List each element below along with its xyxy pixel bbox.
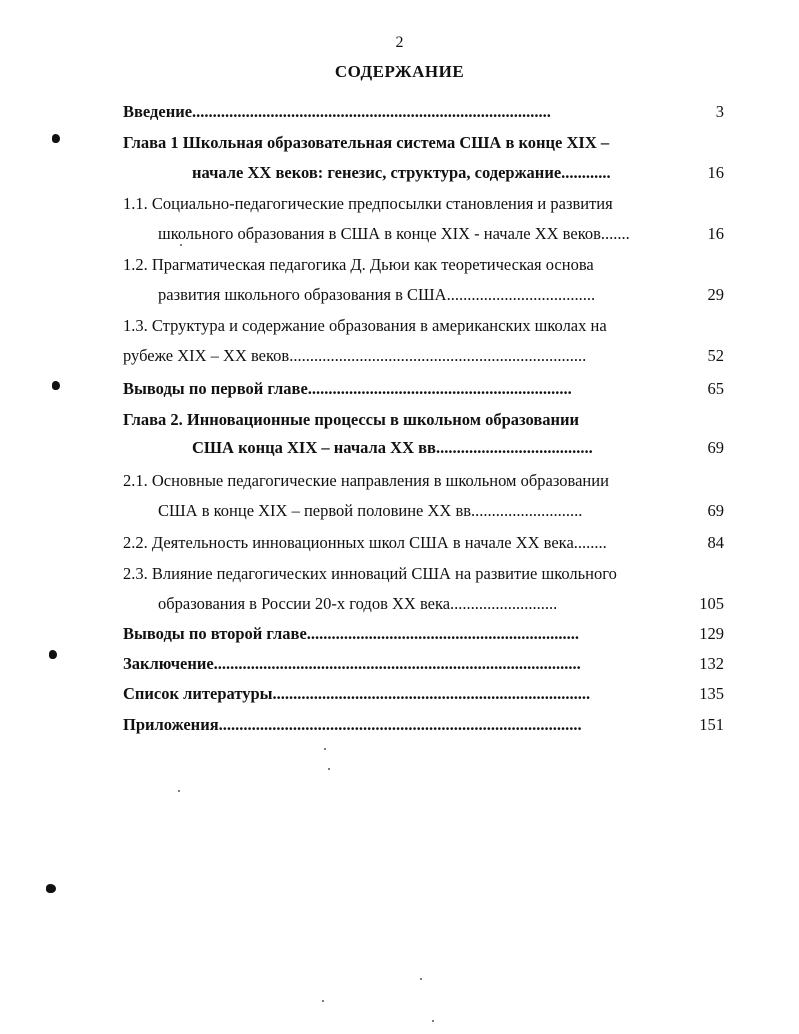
scan-speck xyxy=(180,244,182,246)
scan-speck xyxy=(324,748,326,750)
toc-entry-page: 129 xyxy=(699,624,724,643)
page-number: 2 xyxy=(395,34,404,51)
toc-entry-page: 151 xyxy=(699,715,724,734)
toc-entry-text: 2.2. Деятельность инновационных школ США в начале XX века........ xyxy=(123,533,607,552)
toc-entry-text: Введение....................................................................................... xyxy=(123,102,551,121)
toc-entry-text: Заключение......................................................................................... xyxy=(123,654,581,673)
toc-entry-text: 1.2. Прагматическая педагогика Д. Дьюи как теоретическая основа xyxy=(123,255,594,274)
toc-entry-text: Список литературы............................................................................. xyxy=(123,684,591,703)
toc-entry-text: Выводы по второй главе.................................................................. xyxy=(123,624,580,643)
binding-hole-mark xyxy=(49,650,57,659)
toc-entry-text-continuation: начале XX веков: генезис, структура, содержание............ xyxy=(192,163,611,182)
toc-entry-page: 105 xyxy=(699,594,724,613)
toc-entry-text: 2.3. Влияние педагогических инноваций США на развитие школьного xyxy=(123,564,617,583)
scan-speck xyxy=(328,768,330,770)
scan-speck xyxy=(178,790,180,792)
toc-entry-text-continuation: развития школьного образования в США.................................... xyxy=(158,285,596,304)
toc-entry-page: 84 xyxy=(707,533,724,552)
scan-speck xyxy=(322,1000,324,1002)
binding-hole-mark xyxy=(52,134,60,143)
scan-speck xyxy=(420,978,422,980)
toc-entry-page: 69 xyxy=(707,438,724,457)
toc-entry-page: 135 xyxy=(699,684,724,703)
toc-entry-text: Приложения........................................................................................ xyxy=(123,715,582,734)
toc-entry-text: Глава 1 Школьная образовательная система США в конце XIX – xyxy=(123,133,610,152)
toc-entry-page: 52 xyxy=(707,346,724,365)
toc-entry-text-continuation: США конца XIX – начала XX вв...................................... xyxy=(192,438,593,457)
toc-entry-text-continuation: США в конце XIX – первой половине XX вв........................... xyxy=(158,501,583,520)
scan-speck xyxy=(432,1020,434,1022)
toc-entry-text: Выводы по первой главе................................................................ xyxy=(123,379,572,398)
toc-entry-text-continuation: школьного образования в США в конце XIX - начале XX веков....... xyxy=(158,224,630,243)
toc-entry-page: 65 xyxy=(707,379,724,398)
toc-entry-page: 132 xyxy=(699,654,724,673)
toc-entry-page: 69 xyxy=(707,501,724,520)
toc-entry-text: 1.1. Социально-педагогические предпосылки становления и развития xyxy=(123,194,613,213)
binding-hole-mark xyxy=(46,884,56,893)
toc-entry-page: 16 xyxy=(707,163,724,182)
toc-entry-page: 29 xyxy=(707,285,724,304)
toc-entry-text: 1.3. Структура и содержание образования в американских школах на xyxy=(123,316,607,335)
binding-hole-mark xyxy=(52,381,60,390)
toc-entry-text-continuation: рубеже XIX – XX веков........................................................................ xyxy=(123,346,587,365)
page-title: СОДЕРЖАНИЕ xyxy=(334,62,465,81)
toc-entry-page: 3 xyxy=(715,102,724,121)
toc-entry-page: 16 xyxy=(707,224,724,243)
toc-entry-text-continuation: образования в России 20-х годов XX века.......................... xyxy=(158,594,558,613)
toc-entry-text: Глава 2. Инновационные процессы в школьном образовании xyxy=(123,410,580,429)
toc-entry-text: 2.1. Основные педагогические направления в школьном образовании xyxy=(123,471,609,490)
